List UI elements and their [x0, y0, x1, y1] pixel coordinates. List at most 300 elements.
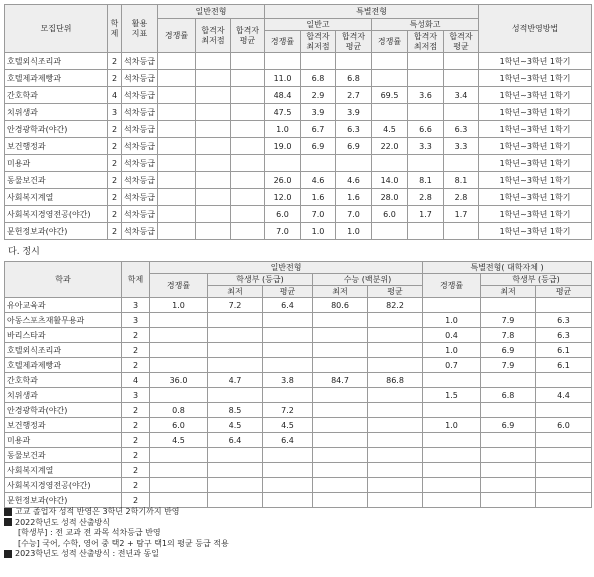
value-cell: 4.7: [208, 373, 263, 388]
value-cell: [481, 463, 536, 478]
value-cell: [423, 448, 481, 463]
value-cell: [481, 298, 536, 313]
method-cell: 1학년~3학년 1학기: [479, 121, 592, 138]
note-text: 고교 졸업자 성적 반영은 3학년 2학기까지 반영: [15, 507, 180, 516]
value-cell: [423, 373, 481, 388]
value-cell: 3: [122, 388, 150, 403]
value-cell: [423, 433, 481, 448]
header-general-high: 일반고: [265, 19, 372, 31]
value-cell: [158, 53, 196, 70]
value-cell: 2: [108, 223, 122, 240]
value-cell: [313, 493, 368, 508]
value-cell: 2: [108, 206, 122, 223]
value-cell: 8.1: [408, 172, 444, 189]
value-cell: 6.1: [536, 358, 592, 373]
method-cell: 1학년~3학년 1학기: [479, 155, 592, 172]
value-cell: [372, 104, 408, 121]
value-cell: 2: [122, 493, 150, 508]
value-cell: 2: [122, 418, 150, 433]
note-item: [4, 549, 229, 560]
value-cell: [231, 189, 265, 206]
value-cell: [208, 343, 263, 358]
value-cell: 80.6: [313, 298, 368, 313]
value-cell: 6.0: [265, 206, 301, 223]
value-cell: [423, 493, 481, 508]
value-cell: 2.9: [301, 87, 336, 104]
value-cell: 7.8: [481, 328, 536, 343]
value-cell: 82.2: [368, 298, 423, 313]
value-cell: 11.0: [265, 70, 301, 87]
value-cell: 6.7: [301, 121, 336, 138]
value-cell: 1.0: [336, 223, 372, 240]
value-cell: [158, 104, 196, 121]
value-cell: 12.0: [265, 189, 301, 206]
table-row: [5, 70, 592, 87]
value-cell: 석차등급: [122, 104, 158, 121]
value-cell: 69.5: [372, 87, 408, 104]
value-cell: [372, 223, 408, 240]
value-cell: 4.6: [301, 172, 336, 189]
unit-cell: 사회복지계열: [5, 189, 108, 206]
header-dept: 학과: [5, 262, 122, 298]
value-cell: 3.3: [408, 138, 444, 155]
table-row: [5, 478, 592, 493]
value-cell: 6.1: [536, 343, 592, 358]
value-cell: 3.8: [263, 373, 313, 388]
header-csat: 수능 (백분위): [313, 274, 423, 286]
value-cell: 석차등급: [122, 53, 158, 70]
unit-cell: 사회복지경영전공(야간): [5, 206, 108, 223]
header-min: 최저: [313, 286, 368, 298]
value-cell: 2.8: [408, 189, 444, 206]
value-cell: [444, 223, 479, 240]
method-cell: 1학년~3학년 1학기: [479, 53, 592, 70]
value-cell: [313, 478, 368, 493]
value-cell: [231, 53, 265, 70]
header-competition: 경쟁률: [150, 274, 208, 298]
value-cell: [313, 403, 368, 418]
value-cell: 6.4: [263, 298, 313, 313]
header-competition: 경쟁률: [423, 274, 481, 298]
value-cell: [423, 403, 481, 418]
value-cell: 3.6: [408, 87, 444, 104]
header-min: 합격자 최저점: [196, 19, 231, 53]
value-cell: 3: [122, 313, 150, 328]
value-cell: [196, 172, 231, 189]
header-competition: 경쟁률: [158, 19, 196, 53]
header-special-high: 특성화고: [372, 19, 479, 31]
value-cell: [265, 155, 301, 172]
header-school-record: 학생부 (등급): [481, 274, 592, 286]
dept-cell: 유아교육과: [5, 298, 122, 313]
header-min: 최저: [481, 286, 536, 298]
early-admission-table: [4, 4, 592, 240]
table-row: [5, 448, 592, 463]
value-cell: [536, 448, 592, 463]
value-cell: 6.6: [408, 121, 444, 138]
note-text: [수능] 국어, 수학, 영어 중 택2 + 탐구 택1의 평균 등급 적용: [18, 538, 229, 548]
note-item: [4, 539, 229, 550]
value-cell: 6.8: [481, 388, 536, 403]
value-cell: [196, 121, 231, 138]
value-cell: 2: [122, 358, 150, 373]
value-cell: [150, 493, 208, 508]
value-cell: 84.7: [313, 373, 368, 388]
value-cell: 1.0: [423, 313, 481, 328]
value-cell: [444, 70, 479, 87]
value-cell: 1.5: [423, 388, 481, 403]
value-cell: [536, 373, 592, 388]
value-cell: [368, 388, 423, 403]
value-cell: [158, 155, 196, 172]
value-cell: 6.3: [444, 121, 479, 138]
value-cell: 석차등급: [122, 70, 158, 87]
value-cell: 3: [108, 104, 122, 121]
table-row: [5, 189, 592, 206]
header-competition: 경쟁률: [265, 31, 301, 53]
value-cell: [263, 448, 313, 463]
value-cell: [313, 328, 368, 343]
value-cell: 2: [108, 53, 122, 70]
table-row: [5, 87, 592, 104]
value-cell: [208, 388, 263, 403]
regular-admission-table: [4, 261, 592, 508]
value-cell: [208, 463, 263, 478]
value-cell: [408, 223, 444, 240]
unit-cell: 안경광학과(야간): [5, 121, 108, 138]
value-cell: [372, 155, 408, 172]
header-year: 학 제: [108, 5, 122, 53]
table-row: [5, 206, 592, 223]
value-cell: 47.5: [265, 104, 301, 121]
value-cell: [263, 463, 313, 478]
value-cell: [158, 121, 196, 138]
value-cell: [263, 493, 313, 508]
value-cell: [368, 493, 423, 508]
value-cell: [481, 403, 536, 418]
value-cell: 2: [108, 155, 122, 172]
value-cell: 석차등급: [122, 121, 158, 138]
value-cell: 4.6: [336, 172, 372, 189]
value-cell: [263, 358, 313, 373]
value-cell: 0.8: [150, 403, 208, 418]
value-cell: [231, 104, 265, 121]
table-row: [5, 433, 592, 448]
header-year: 학제: [122, 262, 150, 298]
value-cell: [408, 53, 444, 70]
value-cell: 4: [122, 373, 150, 388]
value-cell: 1.0: [150, 298, 208, 313]
value-cell: [263, 388, 313, 403]
dept-cell: 사회복지경영전공(야간): [5, 478, 122, 493]
table-row: [5, 223, 592, 240]
value-cell: [444, 104, 479, 121]
value-cell: [196, 206, 231, 223]
value-cell: [196, 70, 231, 87]
value-cell: [208, 493, 263, 508]
value-cell: 석차등급: [122, 172, 158, 189]
value-cell: 3.3: [444, 138, 479, 155]
value-cell: [368, 433, 423, 448]
value-cell: 6.9: [481, 418, 536, 433]
value-cell: 2: [122, 433, 150, 448]
value-cell: [444, 155, 479, 172]
value-cell: 1.0: [423, 343, 481, 358]
value-cell: 6.4: [263, 433, 313, 448]
value-cell: 6.4: [208, 433, 263, 448]
value-cell: [231, 155, 265, 172]
value-cell: 7.9: [481, 313, 536, 328]
value-cell: [313, 418, 368, 433]
header-avg: 평균: [536, 286, 592, 298]
value-cell: 1.0: [265, 121, 301, 138]
value-cell: [536, 433, 592, 448]
value-cell: 2: [108, 70, 122, 87]
value-cell: 7.0: [301, 206, 336, 223]
header-min: 합격자 최저점: [408, 31, 444, 53]
header-school-record: 학생부 (등급): [208, 274, 313, 286]
bullet-square-icon: [4, 518, 12, 526]
header-general: 일반전형: [158, 5, 265, 19]
value-cell: [372, 70, 408, 87]
value-cell: 석차등급: [122, 155, 158, 172]
unit-cell: 미용과: [5, 155, 108, 172]
value-cell: 3.4: [444, 87, 479, 104]
header-unit: 모집단위: [5, 5, 108, 53]
value-cell: 석차등급: [122, 138, 158, 155]
value-cell: 6.0: [536, 418, 592, 433]
value-cell: 1.0: [301, 223, 336, 240]
value-cell: 2: [108, 121, 122, 138]
value-cell: [313, 343, 368, 358]
value-cell: [368, 358, 423, 373]
table-row: [5, 373, 592, 388]
dept-cell: 보건행정과: [5, 418, 122, 433]
value-cell: [372, 53, 408, 70]
note-item: [4, 528, 229, 539]
value-cell: 2: [122, 448, 150, 463]
header-special: 특별전형( 대학자체 ): [423, 262, 592, 274]
value-cell: [263, 478, 313, 493]
header-avg: 합격자 평균: [336, 31, 372, 53]
value-cell: [263, 343, 313, 358]
value-cell: [231, 172, 265, 189]
value-cell: [408, 104, 444, 121]
value-cell: [231, 206, 265, 223]
method-cell: 1학년~3학년 1학기: [479, 223, 592, 240]
value-cell: 6.0: [372, 206, 408, 223]
value-cell: [368, 448, 423, 463]
value-cell: 36.0: [150, 373, 208, 388]
value-cell: [481, 373, 536, 388]
value-cell: 석차등급: [122, 87, 158, 104]
value-cell: 0.7: [423, 358, 481, 373]
method-cell: 1학년~3학년 1학기: [479, 189, 592, 206]
value-cell: 26.0: [265, 172, 301, 189]
value-cell: 7.2: [208, 298, 263, 313]
value-cell: [158, 138, 196, 155]
table-row: [5, 121, 592, 138]
value-cell: 2: [108, 138, 122, 155]
value-cell: 8.1: [444, 172, 479, 189]
value-cell: [536, 463, 592, 478]
table-row: [5, 298, 592, 313]
value-cell: [481, 433, 536, 448]
value-cell: 7.2: [263, 403, 313, 418]
dept-cell: 호텔외식조리과: [5, 343, 122, 358]
value-cell: 6.8: [301, 70, 336, 87]
dept-cell: 간호학과: [5, 373, 122, 388]
header-avg: 합격자 평균: [444, 31, 479, 53]
value-cell: 1.7: [408, 206, 444, 223]
value-cell: [336, 155, 372, 172]
value-cell: [150, 358, 208, 373]
value-cell: 2: [108, 189, 122, 206]
value-cell: 6.3: [536, 313, 592, 328]
value-cell: [368, 403, 423, 418]
value-cell: [158, 87, 196, 104]
table-row: [5, 138, 592, 155]
value-cell: [231, 223, 265, 240]
value-cell: 6.3: [336, 121, 372, 138]
value-cell: [536, 478, 592, 493]
value-cell: [336, 53, 372, 70]
table-row: [5, 343, 592, 358]
value-cell: [196, 155, 231, 172]
value-cell: [368, 328, 423, 343]
method-cell: 1학년~3학년 1학기: [479, 87, 592, 104]
method-cell: 1학년~3학년 1학기: [479, 172, 592, 189]
value-cell: 6.3: [536, 328, 592, 343]
value-cell: [150, 448, 208, 463]
method-cell: 1학년~3학년 1학기: [479, 206, 592, 223]
value-cell: [481, 478, 536, 493]
unit-cell: 동물보건과: [5, 172, 108, 189]
table-row: [5, 403, 592, 418]
value-cell: [150, 478, 208, 493]
value-cell: 2: [108, 172, 122, 189]
value-cell: [196, 189, 231, 206]
dept-cell: 미용과: [5, 433, 122, 448]
value-cell: 2: [122, 328, 150, 343]
value-cell: [196, 104, 231, 121]
table-row: [5, 155, 592, 172]
dept-cell: 문헌정보과(야간): [5, 493, 122, 508]
value-cell: 2: [122, 478, 150, 493]
value-cell: [208, 313, 263, 328]
value-cell: 6.9: [336, 138, 372, 155]
dept-cell: 치위생과: [5, 388, 122, 403]
value-cell: [208, 478, 263, 493]
bullet-square-icon: [4, 508, 12, 516]
value-cell: 4.5: [208, 418, 263, 433]
value-cell: 3.9: [301, 104, 336, 121]
value-cell: [158, 172, 196, 189]
value-cell: 14.0: [372, 172, 408, 189]
value-cell: [158, 206, 196, 223]
value-cell: 4.4: [536, 388, 592, 403]
value-cell: [231, 87, 265, 104]
value-cell: [196, 53, 231, 70]
unit-cell: 문헌정보과(야간): [5, 223, 108, 240]
value-cell: [150, 343, 208, 358]
value-cell: 석차등급: [122, 206, 158, 223]
note-text: [학생부] : 전 교과 전 과목 석차등급 반영: [18, 528, 161, 537]
value-cell: [158, 223, 196, 240]
value-cell: 2: [122, 343, 150, 358]
value-cell: [231, 70, 265, 87]
value-cell: [265, 53, 301, 70]
value-cell: [408, 70, 444, 87]
unit-cell: 호텔제과제빵과: [5, 70, 108, 87]
value-cell: 2.8: [444, 189, 479, 206]
unit-cell: 보건행정과: [5, 138, 108, 155]
table-row: [5, 388, 592, 403]
value-cell: [150, 328, 208, 343]
value-cell: [263, 328, 313, 343]
value-cell: [368, 463, 423, 478]
value-cell: [423, 478, 481, 493]
value-cell: 석차등급: [122, 189, 158, 206]
method-cell: 1학년~3학년 1학기: [479, 70, 592, 87]
value-cell: 0.4: [423, 328, 481, 343]
value-cell: [208, 328, 263, 343]
notes: [4, 507, 229, 560]
header-avg: 합격자 평균: [231, 19, 265, 53]
header-special: 특별전형: [265, 5, 479, 19]
table-row: [5, 313, 592, 328]
value-cell: 48.4: [265, 87, 301, 104]
value-cell: 22.0: [372, 138, 408, 155]
header-min: 최저: [208, 286, 263, 298]
table-row: [5, 53, 592, 70]
value-cell: 86.8: [368, 373, 423, 388]
value-cell: [368, 313, 423, 328]
value-cell: [313, 448, 368, 463]
dept-cell: 아동스포츠재활무용과: [5, 313, 122, 328]
value-cell: [150, 388, 208, 403]
value-cell: 7.0: [336, 206, 372, 223]
value-cell: 석차등급: [122, 223, 158, 240]
note-text: 2023학년도 성적 산출방식 : 전년과 동일: [15, 549, 159, 558]
value-cell: [158, 70, 196, 87]
section-title: 다. 정시: [8, 247, 40, 257]
value-cell: [263, 313, 313, 328]
value-cell: [301, 155, 336, 172]
value-cell: [368, 478, 423, 493]
method-cell: 1학년~3학년 1학기: [479, 104, 592, 121]
value-cell: [536, 298, 592, 313]
header-competition: 경쟁률: [372, 31, 408, 53]
value-cell: [313, 433, 368, 448]
note-item: [4, 507, 229, 518]
unit-cell: 간호학과: [5, 87, 108, 104]
value-cell: [313, 358, 368, 373]
value-cell: 4: [108, 87, 122, 104]
note-text: 2022학년도 성적 산출방식: [15, 517, 110, 527]
value-cell: 1.0: [423, 418, 481, 433]
value-cell: 3.9: [336, 104, 372, 121]
header-avg: 평균: [368, 286, 423, 298]
value-cell: 3: [122, 298, 150, 313]
table-row: [5, 328, 592, 343]
value-cell: 8.5: [208, 403, 263, 418]
dept-cell: 바리스타과: [5, 328, 122, 343]
value-cell: [536, 493, 592, 508]
value-cell: 2: [122, 463, 150, 478]
value-cell: 2.7: [336, 87, 372, 104]
value-cell: [158, 189, 196, 206]
